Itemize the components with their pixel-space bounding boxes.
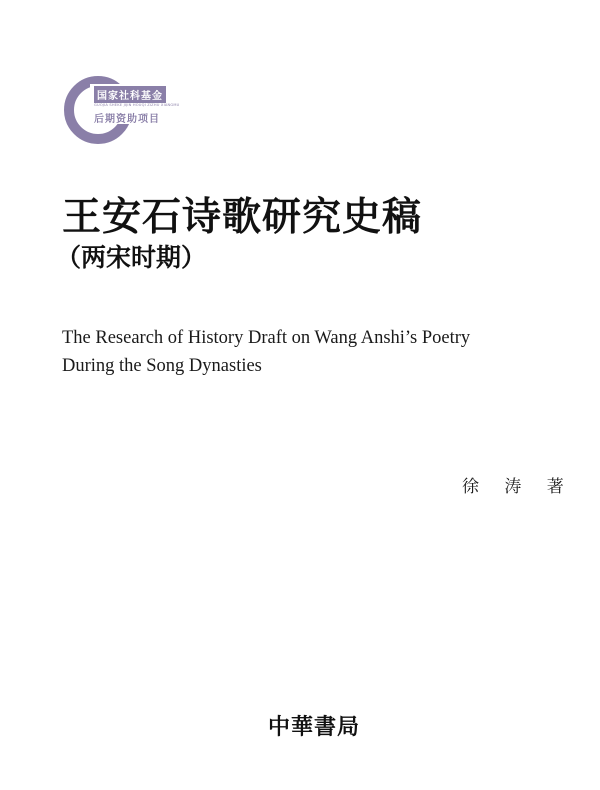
book-title-english xyxy=(62,324,542,380)
book-subtitle-chinese: （两宋时期） xyxy=(56,243,207,272)
book-title-english-line2: During the Song Dynasties xyxy=(62,356,262,376)
book-title-english-line1: The Research of History Draft on Wang Anshi’s Poetry xyxy=(62,328,471,348)
logo-pinyin: GUOJIA SHEKE JIJIN HOUQI ZIZHU XIANGMU xyxy=(94,103,180,107)
fund-logo xyxy=(60,72,180,152)
logo-text-line2: 后期资助项目 xyxy=(94,114,160,125)
logo-text-line1: 国家社科基金 xyxy=(94,86,166,103)
publisher: 中華書局 xyxy=(268,714,361,740)
book-title-chinese: 王安石诗歌研究史稿 xyxy=(62,195,423,240)
author: 徐 涛 著 xyxy=(462,477,574,497)
